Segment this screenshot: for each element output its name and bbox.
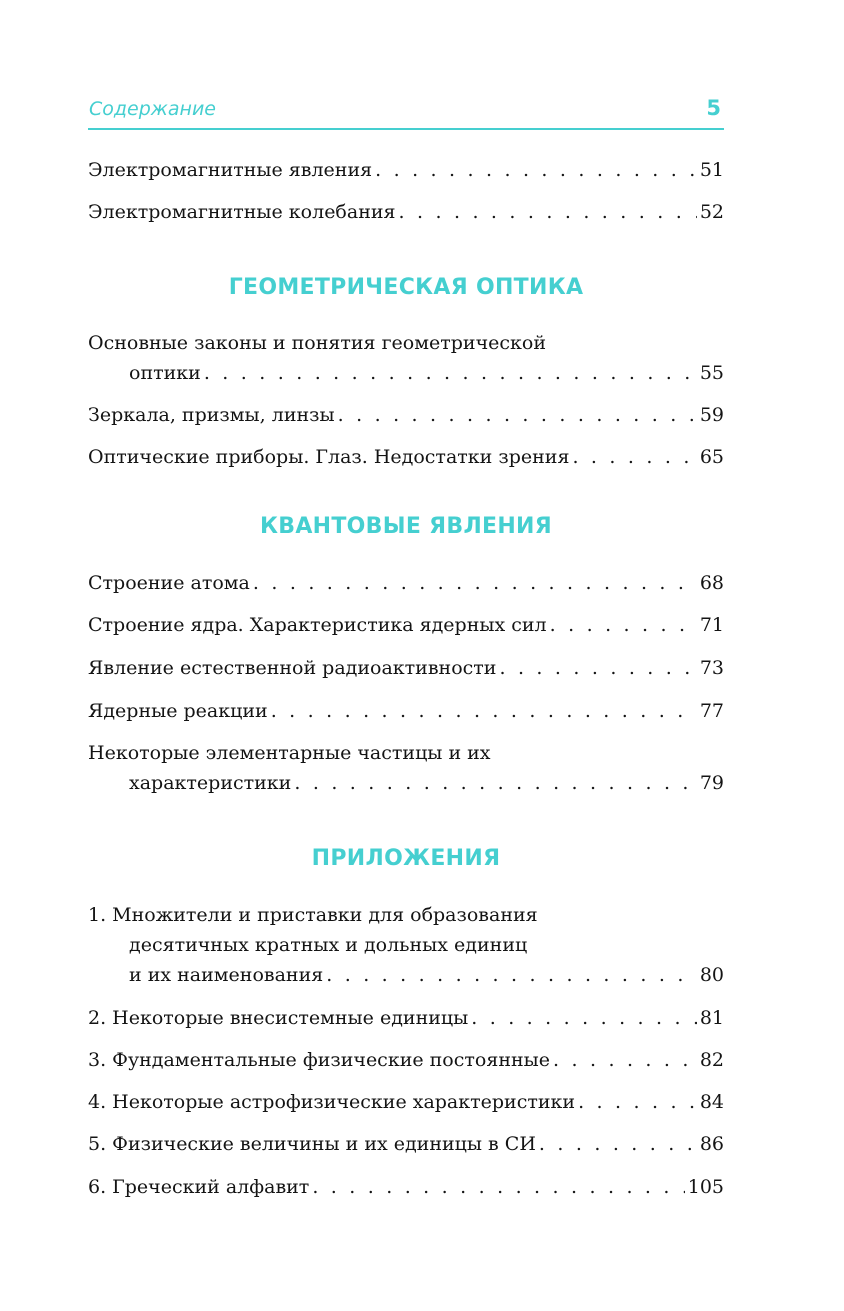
- toc-entry-page: 71: [699, 614, 724, 636]
- running-header: [88, 96, 724, 130]
- leader-dots: [572, 442, 696, 472]
- toc-entry-title: Оптические приборы. Глаз. Недостатки зрения: [88, 446, 570, 468]
- toc-entry[interactable]: [88, 610, 724, 640]
- toc-entry-page: 73: [699, 657, 724, 679]
- toc-entry-page: 52: [699, 201, 724, 223]
- toc-entry-title: 2. Некоторые внесистемные единицы: [88, 1007, 469, 1029]
- toc-entry-title: Ядерные реакции: [88, 700, 268, 722]
- leader-dots: [271, 696, 697, 726]
- toc-entry-page: 68: [699, 572, 724, 594]
- leader-dots: [399, 197, 697, 227]
- section-heading: ГЕОМЕТРИЧЕСКАЯ ОПТИКА: [228, 275, 584, 300]
- toc-entry[interactable]: [88, 400, 724, 430]
- toc-entry-page: 65: [699, 446, 724, 468]
- toc-entry-page: 51: [699, 159, 724, 181]
- toc-entry-page: 59: [699, 404, 724, 426]
- toc-entry-page: 77: [699, 700, 724, 722]
- toc-entry[interactable]: [88, 1129, 724, 1159]
- leader-dots: [312, 1172, 684, 1202]
- toc-entry-title: Зеркала, призмы, линзы: [88, 404, 335, 426]
- toc-entry-title: Явление естественной радиоактивности: [88, 657, 497, 679]
- leader-dots: [553, 1045, 697, 1075]
- leader-dots: [253, 568, 697, 598]
- toc-entry-title: 5. Физические величины и их единицы в СИ: [88, 1133, 536, 1155]
- toc-entry-title-continued: и их наименования: [129, 964, 324, 986]
- toc-entry[interactable]: [88, 738, 724, 798]
- toc-entry[interactable]: [88, 155, 724, 185]
- toc-entry[interactable]: [88, 900, 724, 990]
- running-title: Содержание: [89, 98, 216, 120]
- toc-entry-page: 80: [699, 964, 724, 986]
- leader-dots: [539, 1129, 697, 1159]
- leader-dots: [204, 358, 697, 388]
- toc-entry-title: Электромагнитные колебания: [88, 201, 396, 223]
- toc-entry-title: 1. Множители и приставки для образования: [88, 904, 538, 926]
- toc-entry[interactable]: [88, 653, 724, 683]
- toc-entry-title: Основные законы и понятия геометрической: [88, 332, 546, 354]
- leader-dots: [375, 155, 697, 185]
- toc-entry-title-continued: характеристики: [129, 772, 292, 794]
- toc-entry-page: 84: [699, 1091, 724, 1113]
- toc-entry[interactable]: [88, 1003, 724, 1033]
- section-heading: ПРИЛОЖЕНИЯ: [311, 846, 501, 871]
- leader-dots: [550, 610, 697, 640]
- toc-entry-title: Строение атома: [88, 572, 250, 594]
- leader-dots: [471, 1003, 697, 1033]
- toc-entry[interactable]: [88, 696, 724, 726]
- toc-entry-title: Строение ядра. Характеристика ядерных сил: [88, 614, 547, 636]
- toc-entry[interactable]: [88, 568, 724, 598]
- leader-dots: [338, 400, 697, 430]
- toc-entry-title-continued: оптики: [129, 362, 201, 384]
- toc-entry-page: 81: [699, 1007, 724, 1029]
- leader-dots: [326, 960, 697, 990]
- toc-entry[interactable]: [88, 1045, 724, 1075]
- toc-entry-title: 6. Греческий алфавит: [88, 1176, 310, 1198]
- leader-dots: [499, 653, 696, 683]
- toc-entry[interactable]: [88, 442, 724, 472]
- toc-entry[interactable]: [88, 1172, 724, 1202]
- leader-dots: [294, 768, 696, 798]
- toc-entry[interactable]: [88, 197, 724, 227]
- toc-entry[interactable]: [88, 1087, 724, 1117]
- toc-entry-title: Электромагнитные явления: [88, 159, 373, 181]
- section-heading: КВАНТОВЫЕ ЯВЛЕНИЯ: [259, 514, 553, 539]
- leader-dots: [578, 1087, 697, 1117]
- toc-entry-page: 82: [699, 1049, 724, 1071]
- toc-entry-page: 105: [687, 1176, 724, 1198]
- toc-entry[interactable]: [88, 328, 724, 388]
- page-number: 5: [706, 96, 721, 120]
- toc-entry-title: 3. Фундаментальные физические постоянные: [88, 1049, 551, 1071]
- toc-entry-title-continued: десятичных кратных и дольных единиц: [129, 934, 528, 956]
- toc-entry-title: Некоторые элементарные частицы и их: [88, 742, 491, 764]
- toc-entry-title: 4. Некоторые астрофизические характеристики: [88, 1091, 576, 1113]
- toc-entry-page: 86: [699, 1133, 724, 1155]
- toc-entry-page: 55: [699, 362, 724, 384]
- toc-entry-page: 79: [699, 772, 724, 794]
